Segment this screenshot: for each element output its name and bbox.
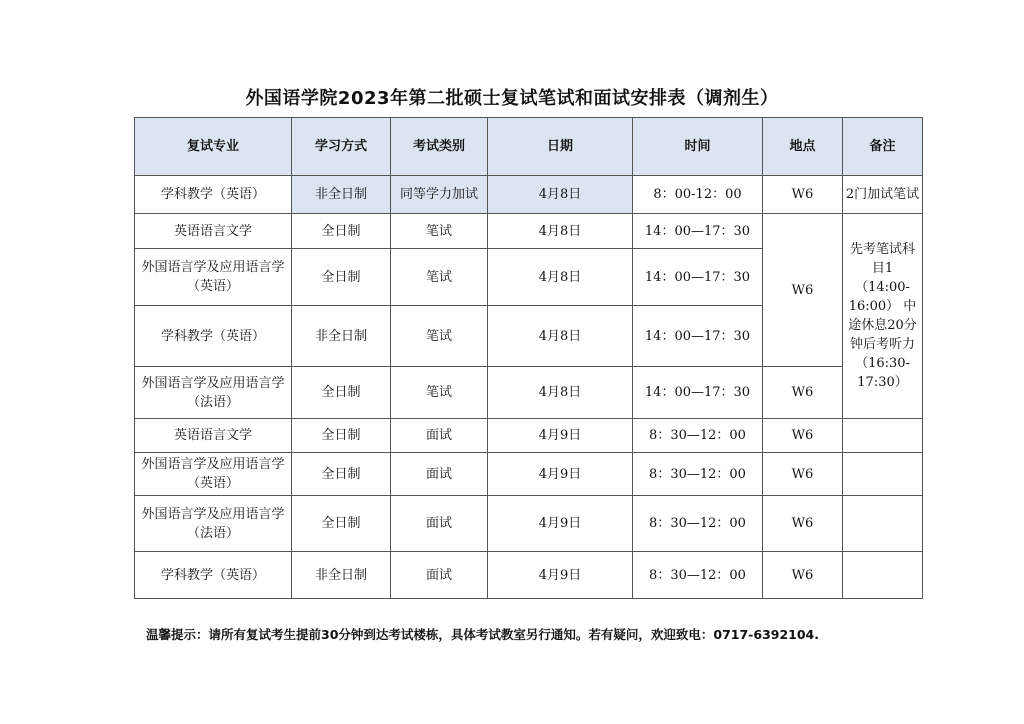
table-header-row: [135, 118, 923, 176]
header-note: 备注: [843, 118, 923, 176]
cell-type: 笔试: [391, 306, 488, 367]
cell-major: 外国语言学及应用语言学（法语）: [135, 367, 292, 419]
table-row: [135, 367, 923, 419]
table-row: [135, 496, 923, 552]
cell-type: 同等学力加试: [391, 176, 488, 214]
cell-note-merged: 先考笔试科目1（14:00-16:00） 中途休息20分钟后考听力（16:30-17:30）: [843, 214, 923, 419]
cell-date: 4月8日: [488, 214, 633, 249]
header-mode: 学习方式: [292, 118, 391, 176]
cell-time: 14：00—17：30: [633, 306, 763, 367]
header-time: 时间: [633, 118, 763, 176]
cell-mode: 非全日制: [292, 306, 391, 367]
cell-mode: 全日制: [292, 453, 391, 496]
reminder-note: 温馨提示：请所有复试考生提前30分钟到达考试楼栋，具体考试教室另行通知。若有疑问，欢迎致电：0717-6392104.: [146, 627, 820, 642]
cell-type: 面试: [391, 453, 488, 496]
cell-date: 4月9日: [488, 496, 633, 552]
cell-type: 面试: [391, 419, 488, 453]
cell-type: 笔试: [391, 367, 488, 419]
cell-date: 4月9日: [488, 453, 633, 496]
cell-major: 英语语言文学: [135, 419, 292, 453]
header-date: 日期: [488, 118, 633, 176]
cell-date: 4月8日: [488, 367, 633, 419]
table-row: [135, 453, 923, 496]
table-row: [135, 552, 923, 599]
cell-note: [843, 496, 923, 552]
cell-place: W6: [763, 453, 843, 496]
cell-time: 8：30—12：00: [633, 552, 763, 599]
cell-major: 外国语言学及应用语言学（英语）: [135, 249, 292, 306]
cell-major: 英语语言文学: [135, 214, 292, 249]
cell-mode: 非全日制: [292, 552, 391, 599]
cell-note: [843, 453, 923, 496]
cell-date: 4月9日: [488, 552, 633, 599]
header-place: 地点: [763, 118, 843, 176]
cell-date: 4月9日: [488, 419, 633, 453]
cell-major: 学科教学（英语）: [135, 306, 292, 367]
cell-time: 14：00—17：30: [633, 367, 763, 419]
cell-major: 外国语言学及应用语言学（法语）: [135, 496, 292, 552]
cell-date: 4月8日: [488, 249, 633, 306]
cell-note: 2门加试笔试: [843, 176, 923, 214]
header-type: 考试类别: [391, 118, 488, 176]
schedule-table: [134, 117, 923, 599]
table-row: [135, 419, 923, 453]
cell-type: 面试: [391, 496, 488, 552]
table-row: [135, 214, 923, 249]
cell-mode: 全日制: [292, 367, 391, 419]
cell-place-merged: W6: [763, 214, 843, 367]
cell-type: 笔试: [391, 249, 488, 306]
cell-mode: 全日制: [292, 249, 391, 306]
cell-date: 4月8日: [488, 176, 633, 214]
cell-type: 笔试: [391, 214, 488, 249]
cell-note: [843, 419, 923, 453]
cell-place: W6: [763, 419, 843, 453]
cell-major: 学科教学（英语）: [135, 552, 292, 599]
cell-mode: 全日制: [292, 214, 391, 249]
header-major: 复试专业: [135, 118, 292, 176]
cell-time: 14：00—17：30: [633, 249, 763, 306]
cell-type: 面试: [391, 552, 488, 599]
cell-place: W6: [763, 176, 843, 214]
cell-place: W6: [763, 367, 843, 419]
cell-major: 学科教学（英语）: [135, 176, 292, 214]
cell-mode: 非全日制: [292, 176, 391, 214]
page-title: 外国语学院2023年第二批硕士复试笔试和面试安排表（调剂生）: [245, 88, 779, 109]
cell-date: 4月8日: [488, 306, 633, 367]
cell-time: 14：00—17：30: [633, 214, 763, 249]
cell-time: 8：30—12：00: [633, 419, 763, 453]
cell-time: 8：30—12：00: [633, 453, 763, 496]
cell-time: 8：30—12：00: [633, 496, 763, 552]
table-row: [135, 176, 923, 214]
cell-mode: 全日制: [292, 496, 391, 552]
cell-place: W6: [763, 496, 843, 552]
cell-major: 外国语言学及应用语言学（英语）: [135, 453, 292, 496]
cell-place: W6: [763, 552, 843, 599]
cell-note: [843, 552, 923, 599]
cell-mode: 全日制: [292, 419, 391, 453]
cell-time: 8：00-12：00: [633, 176, 763, 214]
